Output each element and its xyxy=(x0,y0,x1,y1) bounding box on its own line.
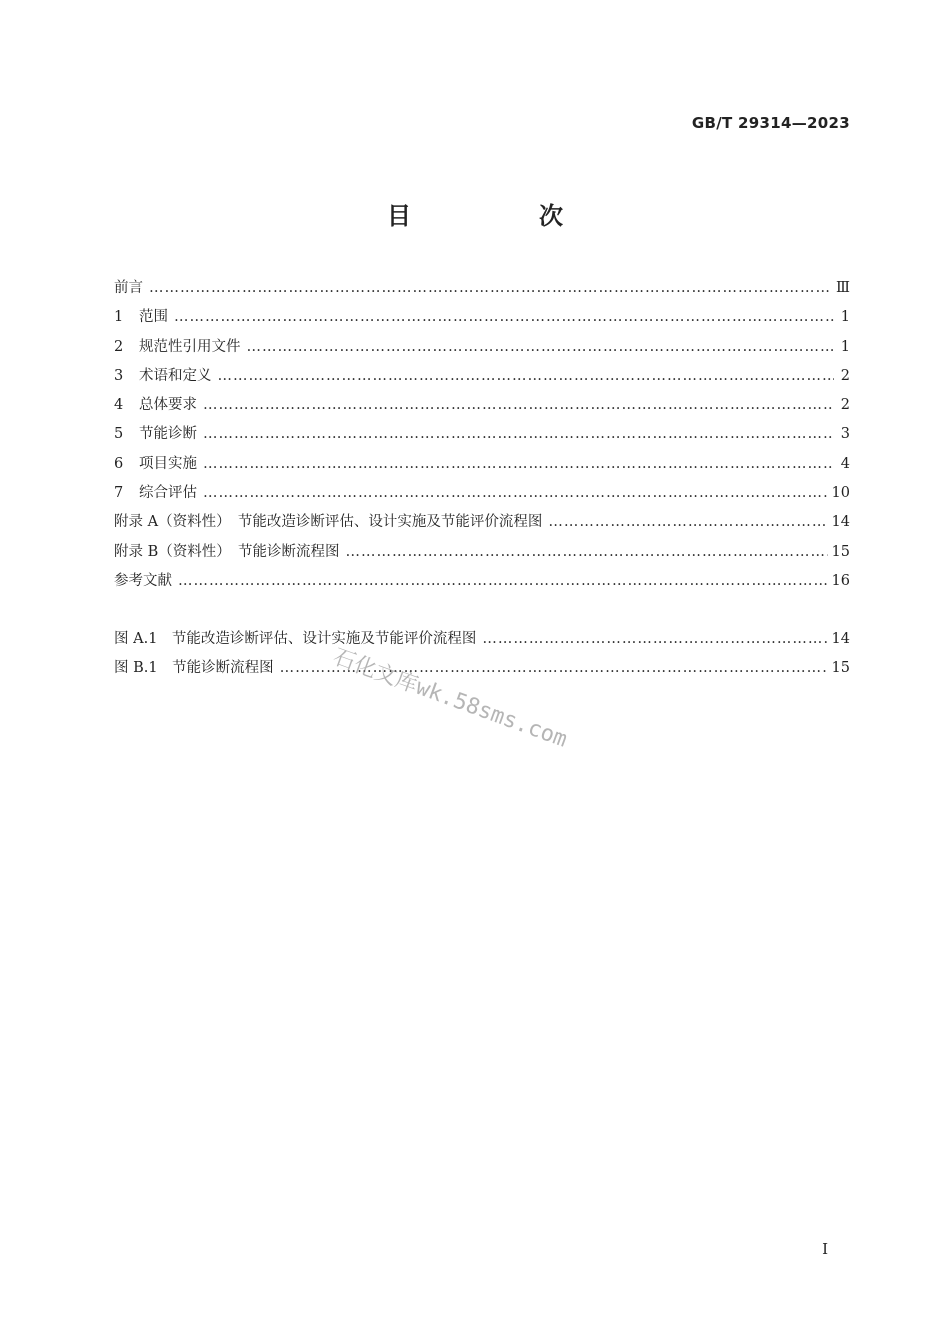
toc-entry-number: 6 xyxy=(114,455,124,472)
figure-entry-page: 15 xyxy=(831,660,850,677)
leader-dots xyxy=(178,573,828,589)
leader-dots xyxy=(203,485,828,501)
figure-entry-label: 图 B.1 节能诊断流程图 xyxy=(114,660,274,677)
toc-entry-appendix-a[interactable] xyxy=(114,510,850,539)
toc-entry-scope[interactable] xyxy=(114,305,850,334)
standard-code: GB/T 29314—2023 xyxy=(691,114,850,132)
toc-entry-label: 前言 xyxy=(114,280,143,296)
toc-entry-normative-references[interactable] xyxy=(114,335,850,364)
leader-dots xyxy=(174,309,834,325)
toc-entry-page: Ⅲ xyxy=(836,280,850,296)
toc-entry-project-implementation[interactable] xyxy=(114,452,850,481)
page-title: 目 次 xyxy=(387,202,615,230)
leader-dots xyxy=(346,544,828,560)
toc-entry-page: 10 xyxy=(831,485,850,502)
toc-entry-preface[interactable] xyxy=(114,276,850,305)
toc-entry-number: 2 xyxy=(114,338,124,355)
toc-entry-page: 14 xyxy=(831,514,850,531)
toc-entry-number: 3 xyxy=(114,367,124,384)
toc-entry-page: 1 xyxy=(840,309,850,326)
toc-entry-number: 1 xyxy=(114,309,124,326)
leader-dots xyxy=(218,368,835,384)
toc-entry-appendix-b[interactable] xyxy=(114,540,850,569)
leader-dots xyxy=(247,339,835,355)
figure-entry-label: 图 A.1 节能改造诊断评估、设计实施及节能评价流程图 xyxy=(114,631,477,647)
toc-entry-label: 参考文献 xyxy=(114,572,172,589)
toc-entry-label: 综合评估 xyxy=(139,485,197,502)
toc-entry-number: 4 xyxy=(114,397,124,414)
figure-entry-a1[interactable] xyxy=(114,627,850,656)
watermark: 石化文库wk.58sms.com xyxy=(329,644,571,753)
toc-entry-page: 1 xyxy=(840,338,850,355)
leader-dots xyxy=(203,456,834,472)
leader-dots xyxy=(280,660,828,676)
figure-entry-page: 14 xyxy=(831,631,850,647)
toc-entry-label: 规范性引用文件 xyxy=(139,338,241,355)
leader-dots xyxy=(482,631,827,647)
figure-entry-b1[interactable] xyxy=(114,656,850,685)
toc-entry-label: 附录 A（资料性） 节能改造诊断评估、设计实施及节能评价流程图 xyxy=(114,514,543,531)
toc-entry-label: 术语和定义 xyxy=(139,367,212,384)
toc-entry-number: 7 xyxy=(114,485,124,502)
leader-dots xyxy=(203,397,834,413)
toc-entry-page: 16 xyxy=(831,572,850,589)
toc-entry-page: 2 xyxy=(840,367,850,384)
toc-entry-label: 范围 xyxy=(139,309,168,326)
toc-entry-label: 项目实施 xyxy=(139,455,197,472)
toc-entry-terms-definitions[interactable] xyxy=(114,364,850,393)
toc-entry-label: 附录 B（资料性） 节能诊断流程图 xyxy=(114,543,340,560)
leader-dots xyxy=(548,514,827,530)
toc-entry-page: 2 xyxy=(840,397,850,414)
table-of-contents xyxy=(114,276,850,598)
list-of-figures xyxy=(114,627,850,686)
toc-entry-general-requirements[interactable] xyxy=(114,393,850,422)
toc-entry-energy-diagnosis[interactable] xyxy=(114,422,850,451)
toc-entry-label: 总体要求 xyxy=(139,397,197,414)
toc-entry-page: 15 xyxy=(831,543,850,560)
toc-entry-bibliography[interactable] xyxy=(114,569,850,598)
page-number: I xyxy=(822,1240,828,1258)
toc-entry-comprehensive-evaluation[interactable] xyxy=(114,481,850,510)
toc-entry-label: 节能诊断 xyxy=(139,426,197,443)
leader-dots xyxy=(203,426,834,442)
toc-entry-page: 3 xyxy=(840,426,850,443)
toc-entry-number: 5 xyxy=(114,426,124,443)
toc-entry-page: 4 xyxy=(840,455,850,472)
leader-dots xyxy=(149,280,832,296)
